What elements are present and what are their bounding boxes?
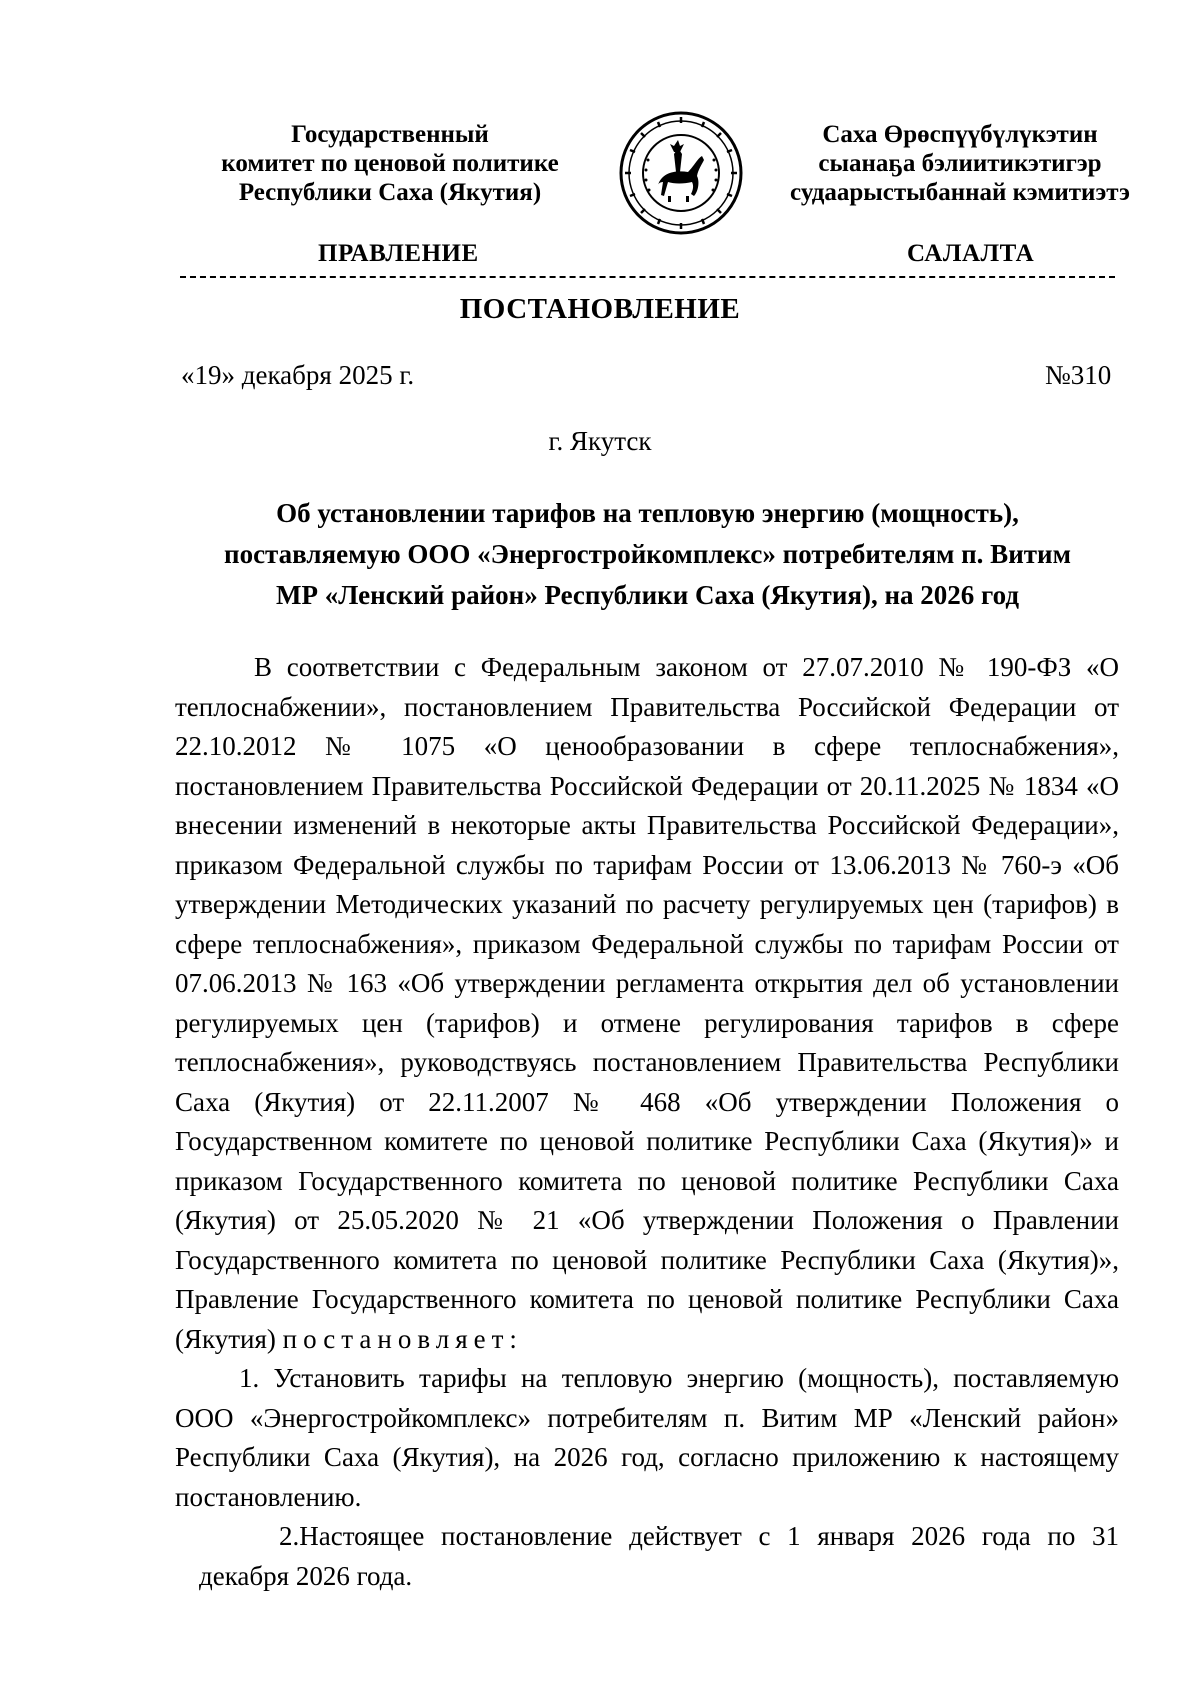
board-label-sakha: САЛАЛТА bbox=[907, 240, 1035, 267]
subject-line: поставляемую ООО «Энергостройкомплекс» потребителям п. Витим bbox=[224, 539, 1071, 569]
preamble-paragraph bbox=[175, 648, 1119, 1359]
issuer-line: Государственный bbox=[291, 121, 489, 148]
document-date: «19» декабря 2025 г. bbox=[181, 360, 415, 390]
issuer-name-russian bbox=[180, 120, 600, 207]
document-number: №310 bbox=[1045, 360, 1112, 390]
subject-line: МР «Ленский район» Республики Саха (Якутия), на 2026 год bbox=[275, 580, 1019, 610]
issuer-line: Саха Өрөспүүбүлүкэтин bbox=[822, 121, 1098, 148]
header-divider bbox=[180, 276, 1115, 278]
issuer-line: судаарыстыбаннай кэмитиэтэ bbox=[790, 179, 1130, 206]
document-subject bbox=[180, 493, 1115, 616]
issuer-name-sakha bbox=[760, 120, 1160, 207]
sakha-coat-of-arms-icon bbox=[618, 110, 744, 236]
resolves-word: постановляет: bbox=[282, 1323, 523, 1354]
resolution-item-1: 1. Установить тарифы на тепловую энергию (мощность), поставляемую ООО «Энергостройкомплекс» потребителям п. Витим МР «Ленский район» Республики Саха (Якутия), на 2026 год, согласно приложению к настоящему постановлению. bbox=[175, 1363, 1119, 1512]
issuer-line: сыанаҕа бэлиитикэтигэр bbox=[818, 150, 1102, 177]
issuer-line: Республики Саха (Якутия) bbox=[238, 179, 542, 206]
resolution-item-2: 2.Настоящее постановление действует с 1 января 2026 года по 31 декабря 2026 года. bbox=[199, 1521, 1119, 1591]
board-label-russian: ПРАВЛЕНИЕ bbox=[318, 240, 479, 267]
document-type-title: ПОСТАНОВЛЕНИЕ bbox=[459, 293, 741, 325]
document-body bbox=[175, 648, 1119, 1596]
subject-line: Об установлении тарифов на тепловую энергию (мощность), bbox=[276, 498, 1019, 528]
issuer-line: комитет по ценовой политике bbox=[221, 150, 559, 177]
preamble-text: В соответствии с Федеральным законом от 27.07.2010 № 190-ФЗ «О теплоснабжении», постановлением Правительства Российской Федерации от 22.10.2012 № 1075 «О ценообразовании в сфере теплоснабжения», постановлением Правительства Российской Федерации от 20.11.2025 № 1834 «О внесении изменений в некоторые акты Правительства Российской Федерации», приказом Федеральной службы по тарифам России от 13.06.2013 № 760-э «Об утверждении Методических указаний по расчету регулируемых цен (тарифов) в сфере теплоснабжения», приказом Федеральной службы по тарифам России от 07.06.2013 № 163 «Об утверждении регламента открытия дел об установлении регулируемых цен (тарифов) и отмене регулирования тарифов в сфере теплоснабжения», руководствуясь постановлением Правительства Республики Саха (Якутия) от 22.11.2007 № 468 «Об утверждении Положения о Государственном комитете по ценовой политике Республики Саха (Якутия)» и приказом Государственного комитета по ценовой политике Республики Саха (Якутия) от 25.05.2020 № 21 «Об утверждении Положения о Правлении Государственного комитета по ценовой политике Республики Саха (Якутия)», Правление Государственного комитета по ценовой политике Республики Саха (Якутия) bbox=[175, 652, 1119, 1354]
document-city: г. Якутск bbox=[548, 426, 652, 456]
